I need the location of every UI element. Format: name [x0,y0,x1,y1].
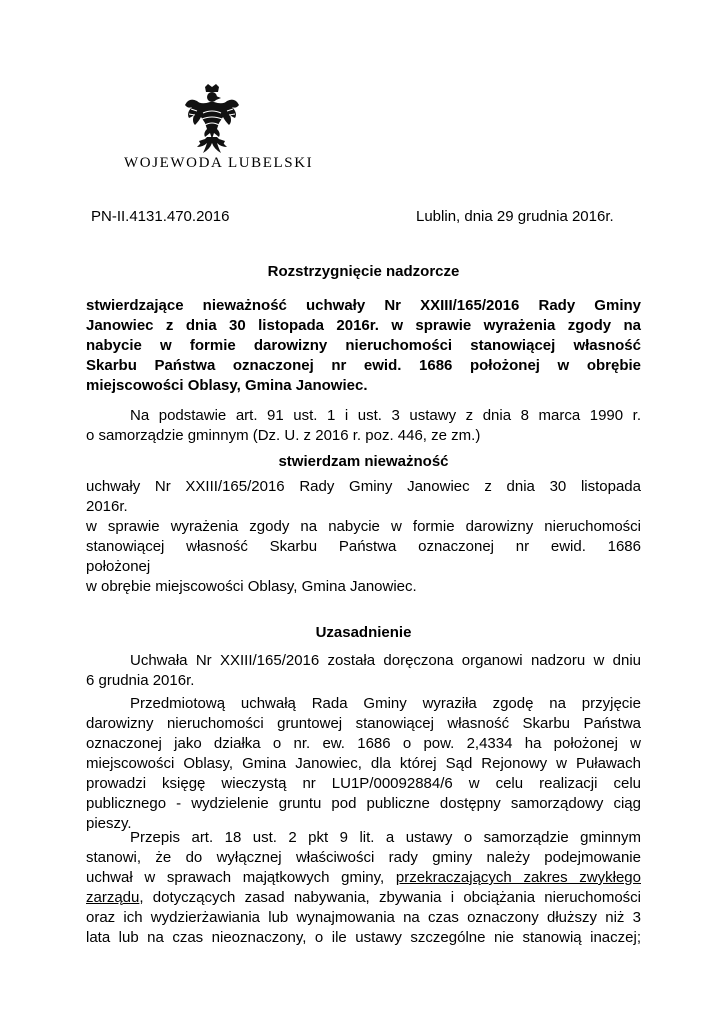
decision-heading: stwierdzam nieważność [278,453,449,470]
subject-line: miejscowości Oblasy, Gmina Janowiec. [86,377,368,394]
justification-heading: Uzasadnienie [315,624,412,641]
subject-line: stwierdzające nieważność uchwały Nr XXIII/165/2016 Rady Gminy [86,297,641,314]
decision-line: 2016r. [86,498,128,515]
legal-basis-line: Na podstawie art. 91 ust. 1 i ust. 3 ustawy z dnia 8 marca 1990 r. [130,407,641,424]
paragraph-line: 6 grudnia 2016r. [86,672,195,689]
legal-basis-paragraph [86,406,641,446]
justification-paragraph-3 [86,828,641,948]
subject-line: Janowiec z dnia 30 listopada 2016r. w sprawie wyrażenia zgody na [86,317,641,334]
subject-paragraph [86,296,641,396]
underlined-text: przekraczających zakres zwykłego [395,869,641,886]
paragraph-line: Przepis art. 18 ust. 2 pkt 9 lit. a ustawy o samorządzie gminnym [130,829,641,846]
paragraph-line: lata lub na czas nieoznaczony, o ile ustawy szczególne nie stanowią inaczej; [86,929,641,946]
paragraph-text: , dotyczących zasad nabywania, zbywania i obciążania nieruchomości [139,889,641,906]
decision-line: w sprawie wyrażenia zgody na nabycie w formie darowizny nieruchomości [86,518,641,535]
paragraph-line: pieszy. [86,815,132,832]
polish-eagle-emblem-icon [183,83,241,155]
office-name: WOJEWODA LUBELSKI [124,155,314,171]
subject-line: nabycie w formie darowizny nieruchomości stanowiącej własność [86,337,641,354]
paragraph-line: stanowi, że do wyłącznej właściwości rady gminy należy podejmowanie [86,849,641,866]
decision-line: położonej [86,558,151,575]
paragraph-line: oraz ich wydzierżawiania lub wynajmowania na czas oznaczony dłuższy niż 3 [86,909,641,926]
paragraph-line: miejscowości Oblasy, Gmina Janowiec, dla której Sąd Rejonowy w Puławach [86,755,641,772]
justification-paragraph-1 [86,651,641,691]
reference-number: PN-II.4131.470.2016 [91,208,230,225]
legal-basis-line: o samorządzie gminnym (Dz. U. z 2016 r. poz. 446, ze zm.) [86,427,481,444]
subject-line: Skarbu Państwa oznaczonej nr ewid. 1686 położonej w obrębie [86,357,641,374]
decision-line: w obrębie miejscowości Oblasy, Gmina Janowiec. [86,578,417,595]
paragraph-line: Uchwała Nr XXIII/165/2016 została doręczona organowi nadzoru w dniu [130,652,641,669]
underlined-text: zarządu [86,889,140,906]
decision-paragraph [86,477,641,597]
paragraph-line: Przedmiotową uchwałą Rada Gminy wyraziła zgodę na przyjęcie [130,695,641,712]
document-title: Rozstrzygnięcie nadzorcze [267,263,460,280]
paragraph-line [86,888,641,908]
place-and-date: Lublin, dnia 29 grudnia 2016r. [416,208,614,225]
justification-paragraph-2 [86,694,641,834]
paragraph-line: publicznego - wydzielenie gruntu pod publiczne dostępny samorządowy ciąg [86,795,641,812]
paragraph-line: oznaczonej jako działka o nr. ew. 1686 o pow. 2,4334 ha położonej w [86,735,641,752]
paragraph-line [86,868,641,888]
decision-line: uchwały Nr XXIII/165/2016 Rady Gminy Janowiec z dnia 30 listopada [86,478,641,495]
paragraph-line: darowizny nieruchomości gruntowej stanowiącej własność Skarbu Państwa [86,715,641,732]
decision-line: stanowiącej własność Skarbu Państwa oznaczonej nr ewid. 1686 [86,538,641,555]
paragraph-line: prowadzi księgę wieczystą nr LU1P/00092884/6 w celu realizacji celu [86,775,641,792]
paragraph-text: uchwał w sprawach majątkowych gminy, [86,869,396,886]
